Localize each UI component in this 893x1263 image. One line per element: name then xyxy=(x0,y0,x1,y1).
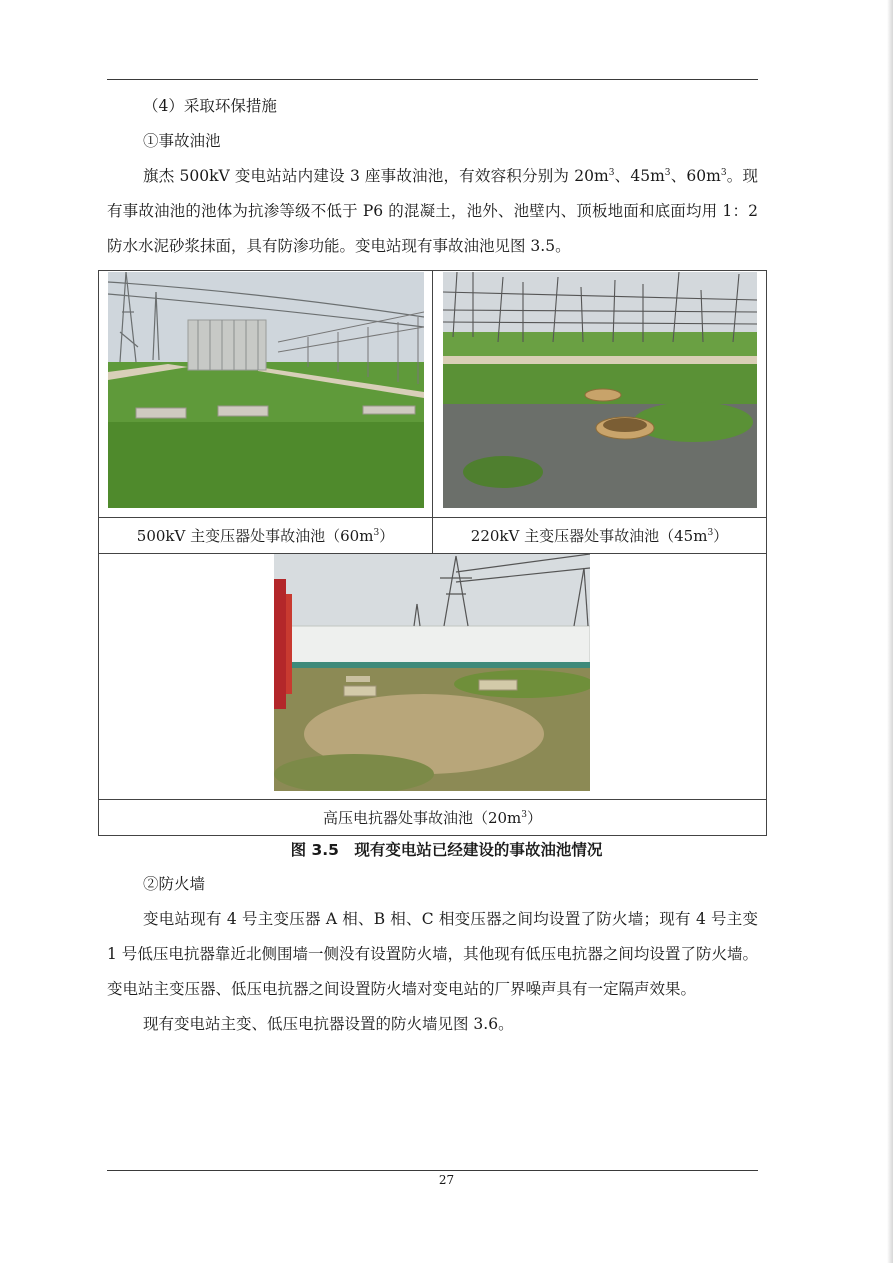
para1-text-a: 旗杰 500kV 变电站站内建设 3 座事故油池，有效容积分别为 20m xyxy=(143,167,609,185)
header-rule xyxy=(107,79,758,80)
firewall-text xyxy=(107,867,758,1042)
caption-cell-bottom xyxy=(99,800,767,836)
paragraph-firewall: 变电站现有 4 号主变压器 A 相、B 相、C 相变压器之间均设置了防火墙；现有 4 号主变 1 号低压电抗器靠近北侧围墙一侧没有设置防火墙，其他现有低压电抗器之间均设置了防火墙。变电站主变压器、低压电抗器之间设置防火墙对变电站的厂界噪声具有一定隔声效果。 xyxy=(107,910,758,998)
photo-220kv-oil-pit xyxy=(443,272,757,508)
para1-text-b: 、45m xyxy=(614,167,665,185)
photo-cell-bottom xyxy=(99,554,767,800)
sup: 3 xyxy=(664,167,671,178)
photo-cell-top-right xyxy=(433,271,767,518)
figure-caption: 图 3.5 现有变电站已经建设的事故油池情况 xyxy=(290,841,603,859)
figure-table xyxy=(98,270,767,836)
paragraph-firewall-ref: 现有变电站主变、低压电抗器设置的防火墙见图 3.6。 xyxy=(143,1015,514,1033)
caption-close: ） xyxy=(379,527,395,545)
sub-heading-oil-pit: ①事故油池 xyxy=(143,132,221,150)
section-heading: （4）采取环保措施 xyxy=(143,97,277,115)
page-number: 27 xyxy=(438,1173,455,1187)
caption-cell-top-left xyxy=(99,518,433,554)
sup: 3 xyxy=(608,167,615,178)
sup: 3 xyxy=(720,167,727,178)
caption-220kv: 220kV 主变压器处事故油池（45m xyxy=(470,527,708,545)
sup: 3 xyxy=(373,528,380,538)
sup: 3 xyxy=(521,810,528,820)
para1-text-d: 。现有事故油池的池体为抗渗等级不低于 P6 的混凝土，池外、池壁内、顶板地面和底面均用 1：2 防水水泥砂浆抹面，具有防渗功能。变电站现有事故油池见图 3.5。 xyxy=(107,167,759,255)
caption-close: ） xyxy=(527,809,543,827)
caption-500kv: 500kV 主变压器处事故油池（60m xyxy=(136,527,374,545)
sub-heading-firewall: ②防火墙 xyxy=(143,875,206,893)
caption-close: ） xyxy=(713,527,729,545)
caption-reactor: 高压电抗器处事故油池（20m xyxy=(322,809,522,827)
footer-rule xyxy=(107,1170,758,1171)
photo-reactor-oil-pit xyxy=(274,554,590,791)
sup: 3 xyxy=(707,528,714,538)
photo-500kv-oil-pit xyxy=(108,272,424,508)
page-edge-shadow xyxy=(887,0,893,1263)
photo-cell-top-left xyxy=(99,271,433,518)
intro-text xyxy=(107,89,758,264)
caption-cell-top-right xyxy=(433,518,767,554)
para1-text-c: 、60m xyxy=(670,167,721,185)
paragraph-oil-pit xyxy=(107,159,758,264)
